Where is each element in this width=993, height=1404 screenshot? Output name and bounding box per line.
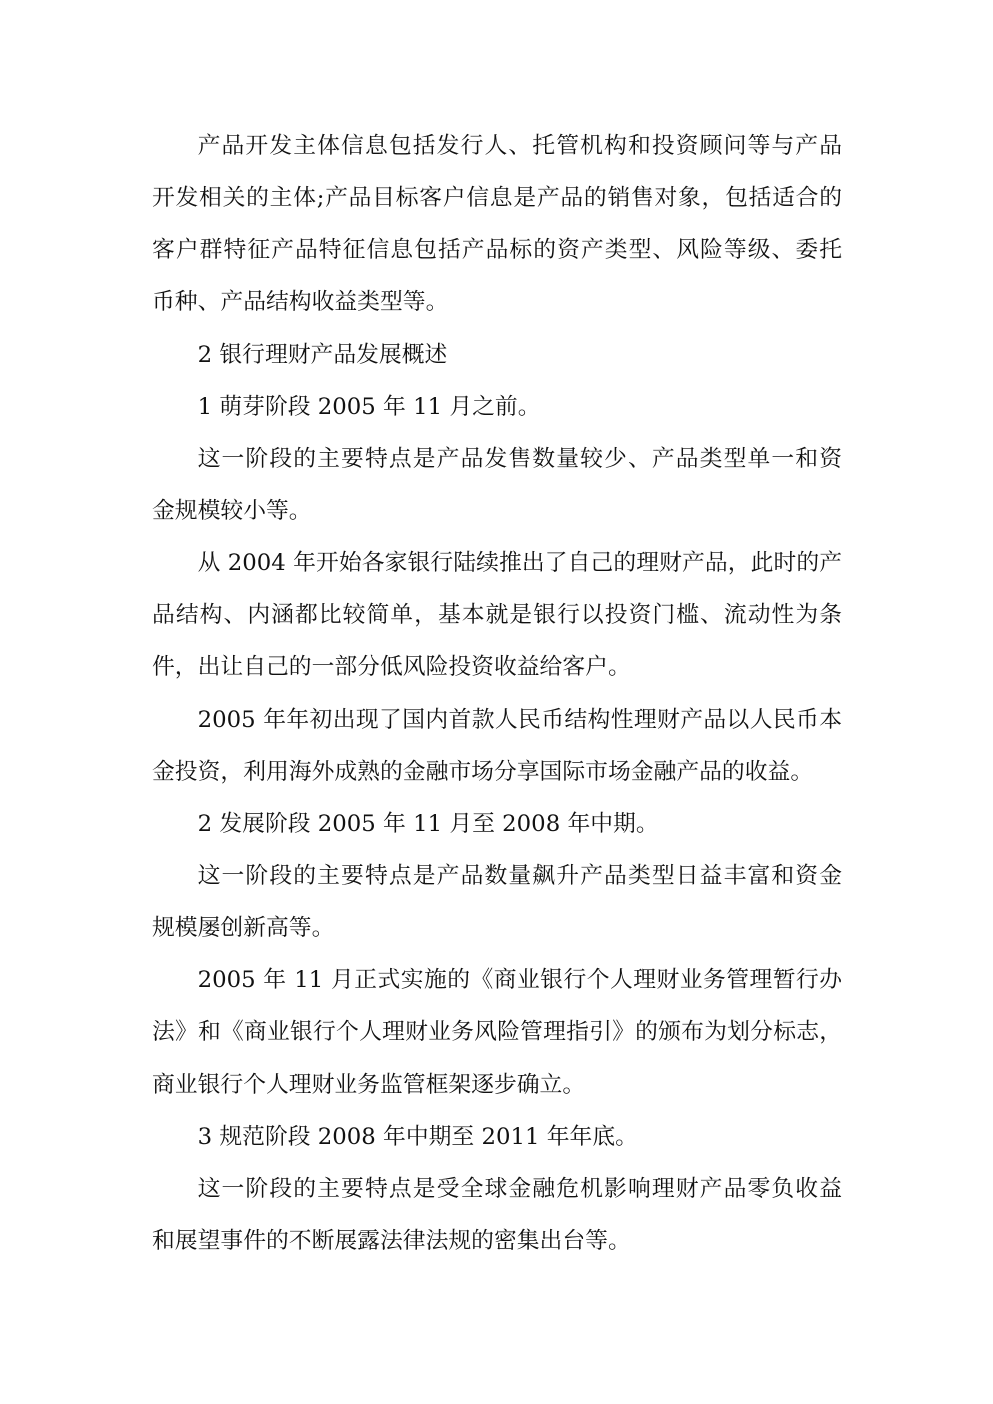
- subsection-heading: [152, 381, 842, 433]
- paragraph: [152, 120, 842, 329]
- text-line: 1 萌芽阶段 2005 年 11 月之前。: [197, 393, 541, 420]
- text-line: 产品开发主体信息包括发行人、托管机构和投资顾问等与产品: [197, 133, 842, 159]
- paragraph: [152, 537, 842, 693]
- text-line: 2 银行理财产品发展概述: [197, 341, 448, 368]
- text-line: 法》和《商业银行个人理财业务风险管理指引》的颁布为划分标志，: [152, 1019, 842, 1046]
- text-line: 从 2004 年开始各家银行陆续推出了自己的理财产品，此时的产: [197, 550, 842, 577]
- text-line: 规模屡创新高等。: [152, 915, 335, 942]
- text-line: 和展望事件的不断展露法律法规的密集出台等。: [152, 1227, 631, 1254]
- text-line: 件，出让自己的一部分低风险投资收益给客户。: [152, 654, 631, 681]
- paragraph: [152, 954, 842, 1110]
- text-line: 开发相关的主体;产品目标客户信息是产品的销售对象，包括适合的: [152, 185, 842, 212]
- text-line: 3 规范阶段 2008 年中期至 2011 年年底。: [197, 1123, 638, 1150]
- text-line: 2005 年 11 月正式实施的《商业银行个人理财业务管理暂行办: [197, 967, 842, 994]
- paragraph: [152, 1163, 842, 1267]
- subsection-heading: [152, 1111, 842, 1163]
- text-line: 品结构、内涵都比较简单，基本就是银行以投资门槛、流动性为条: [152, 602, 842, 629]
- text-line: 金投资，利用海外成熟的金融市场分享国际市场金融产品的收益。: [152, 758, 814, 785]
- text-line: 金规模较小等。: [152, 497, 312, 524]
- paragraph: [152, 694, 842, 798]
- text-line: 这一阶段的主要特点是产品发售数量较少、产品类型单一和资: [197, 445, 842, 472]
- subsection-heading: [152, 798, 842, 850]
- text-line: 客户群特征产品特征信息包括产品标的资产类型、风险等级、委托: [152, 237, 842, 264]
- document-page: [152, 120, 842, 1267]
- paragraph: [152, 850, 842, 954]
- text-line: 2005 年年初出现了国内首款人民币结构性理财产品以人民币本: [197, 706, 842, 733]
- paragraph: [152, 433, 842, 537]
- text-line: 币种、产品结构收益类型等。: [152, 289, 449, 316]
- section-heading: [152, 329, 842, 381]
- text-line: 2 发展阶段 2005 年 11 月至 2008 年中期。: [197, 810, 659, 837]
- text-line: 商业银行个人理财业务监管框架逐步确立。: [152, 1071, 586, 1098]
- text-line: 这一阶段的主要特点是受全球金融危机影响理财产品零负收益: [197, 1175, 842, 1202]
- text-line: 这一阶段的主要特点是产品数量飙升产品类型日益丰富和资金: [197, 862, 842, 889]
